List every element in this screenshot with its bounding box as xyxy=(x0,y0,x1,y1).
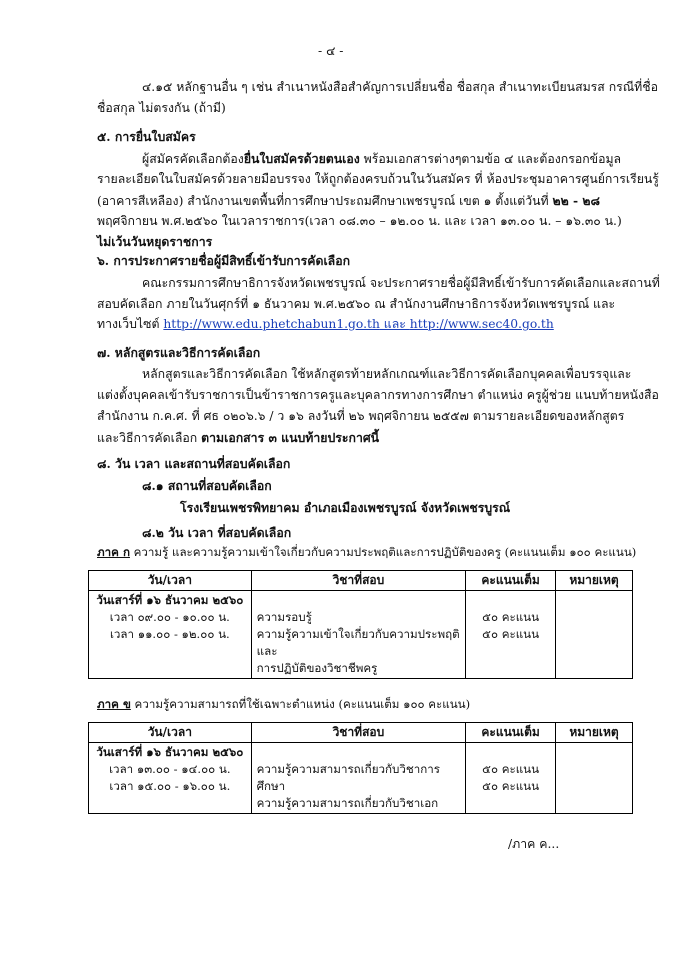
section6-line3 xyxy=(97,316,554,333)
table-header-row xyxy=(89,723,633,743)
subject: ความรู้ความสามารถเกี่ยวกับวิชาเอก xyxy=(256,796,439,810)
exam-venue: โรงเรียนเพชรพิทยาคม อำเภอเมืองเพชรบูรณ์ จังหวัดเพชรบูรณ์ xyxy=(180,500,511,515)
part-b-caption xyxy=(97,696,470,713)
section6-line3-prefix: ทางเว็บไซต์ xyxy=(97,317,164,331)
subject-cell xyxy=(251,591,466,679)
subject-cell xyxy=(251,743,466,814)
section5-line5: ไม่เว้นวันหยุดราชการ xyxy=(97,234,213,249)
col-header-remark: หมายเหตุ xyxy=(556,723,633,743)
exam-date: วันเสาร์ที่ ๑๖ ธันวาคม ๒๕๖๐ xyxy=(96,745,244,759)
section5-line1-c: พร้อมเอกสารต่างๆตามข้อ ๔ และต้องกรอกข้อมูล xyxy=(359,152,622,166)
exam-time: เวลา ๑๕.๐๐ - ๑๖.๐๐ น. xyxy=(109,779,231,793)
section6-line2: สอบคัดเลือก ภายในวันศุกร์ที่ ๑ ธันวาคม พ.ศ.๒๕๖๐ ณ สำนักงานศึกษาธิการจังหวัดเพชรบูรณ์ และ xyxy=(97,297,616,311)
score: ๕๐ คะแนน xyxy=(482,779,540,793)
datetime-cell xyxy=(89,743,252,814)
subject: การปฏิบัติของวิชาชีพครู xyxy=(256,661,378,675)
continuation-note: /ภาค ค... xyxy=(508,837,560,851)
score: ๕๐ คะแนน xyxy=(482,762,540,776)
section6-heading: ๖. การประกาศรายชื่อผู้มีสิทธิ์เข้ารับการคัดเลือก xyxy=(97,253,351,268)
part-a-desc: ความรู้ และความรู้ความเข้าใจเกี่ยวกับความประพฤติและการปฏิบัติของครู (คะแนนเต็ม ๑๐๐ คะแนน) xyxy=(129,545,637,559)
section6-line1: คณะกรรมการศึกษาธิการจังหวัดเพชรบูรณ์ จะประกาศรายชื่อผู้มีสิทธิ์เข้ารับการคัดเลือกและสถานที่ xyxy=(142,276,660,290)
part-b-label: ภาค ข xyxy=(97,697,131,711)
website-link-1[interactable]: http://www.edu.phetchabun1.go.th xyxy=(163,317,380,331)
item-4-15-line1: ๔.๑๕ หลักฐานอื่น ๆ เช่น สำเนาหนังสือสำคัญการเปลี่ยนชื่อ ชื่อสกุล สำเนาทะเบียนสมรส กรณีที่ชื่อ xyxy=(142,80,659,94)
section7-line2: แต่งตั้งบุคคลเข้ารับราชการเป็นข้าราชการครูและบุคลากรทางการศึกษา ตำแหน่ง ครูผู้ช่วย แนบท้ายหนังสือ xyxy=(97,388,659,402)
score: ๕๐ คะแนน xyxy=(482,610,540,624)
item-4-15-line2: ชื่อสกุล ไม่ตรงกัน (ถ้ามี) xyxy=(97,101,226,115)
part-b-schedule-table xyxy=(88,722,633,814)
exam-time: เวลา ๑๓.๐๐ - ๑๔.๐๐ น. xyxy=(109,762,231,776)
part-b-desc: ความรู้ความสามารถที่ใช้เฉพาะตำแหน่ง (คะแนนเต็ม ๑๐๐ คะแนน) xyxy=(130,697,471,711)
section5-line3-b: ๒๒ - ๒๘ xyxy=(552,193,601,208)
subject: ความรู้ความสามารถเกี่ยวกับวิชาการศึกษา xyxy=(256,762,441,793)
col-header-score: คะแนนเต็ม xyxy=(466,723,556,743)
score-cell xyxy=(466,591,556,679)
exam-time: เวลา ๐๙.๐๐ - ๑๐.๐๐ น. xyxy=(109,610,230,624)
section5-line1-a: ผู้สมัครคัดเลือกต้อง xyxy=(142,152,244,166)
exam-date: วันเสาร์ที่ ๑๖ ธันวาคม ๒๕๖๐ xyxy=(96,593,244,607)
table-header-row xyxy=(89,571,633,591)
col-header-score: คะแนนเต็ม xyxy=(466,571,556,591)
section5-line1-b: ยื่นใบสมัครด้วยตนเอง xyxy=(243,151,360,166)
section7-line4-a: และวิธีการคัดเลือก xyxy=(97,431,202,445)
subject: ความรู้ความเข้าใจเกี่ยวกับความประพฤติและ xyxy=(256,627,460,658)
table-row xyxy=(89,743,633,814)
part-a-caption xyxy=(97,544,636,561)
part-a-label: ภาค ก xyxy=(97,545,130,559)
exam-time: เวลา ๑๑.๐๐ - ๑๒.๐๐ น. xyxy=(109,627,230,641)
website-link-2[interactable]: http://www.sec40.go.th xyxy=(409,317,554,331)
col-header-subject: วิชาที่สอบ xyxy=(251,723,466,743)
datetime-cell xyxy=(89,591,252,679)
section7-line4 xyxy=(97,429,379,447)
section5-line1 xyxy=(142,150,621,168)
section5-line2: รายละเอียดในใบสมัครด้วยลายมือบรรจง ให้ถูกต้องครบถ้วนในวันสมัคร ที่ ห้องประชุมอาคารศูนย์การเรียนรู้ xyxy=(97,172,659,186)
section5-line4: พฤศจิกายน พ.ศ.๒๕๖๐ ในเวลาราชการ(เวลา ๐๘.๓๐ – ๑๒.๐๐ น. และ เวลา ๑๓.๐๐ น. – ๑๖.๓๐ น.) xyxy=(97,214,622,228)
section8-sub1: ๘.๑ สถานที่สอบคัดเลือก xyxy=(142,478,272,493)
page-number: - ๔ - xyxy=(318,44,344,58)
section5-line3 xyxy=(97,192,600,210)
col-header-remark: หมายเหตุ xyxy=(556,571,633,591)
table-row xyxy=(89,591,633,679)
col-header-datetime: วัน/เวลา xyxy=(89,571,252,591)
section8-heading: ๘. วัน เวลา และสถานที่สอบคัดเลือก xyxy=(97,456,291,471)
col-header-subject: วิชาที่สอบ xyxy=(251,571,466,591)
score-cell xyxy=(466,743,556,814)
section7-line4-b: ตามเอกสาร ๓ แนบท้ายประกาศนี้ xyxy=(201,430,380,445)
col-header-datetime: วัน/เวลา xyxy=(89,723,252,743)
section5-heading: ๕. การยื่นใบสมัคร xyxy=(97,129,196,144)
link-and: และ xyxy=(379,317,410,331)
section5-line3-a: (อาคารสีเหลือง) สำนักงานเขตพื้นที่การศึกษาประถมศึกษาเพชรบูรณ์ เขต ๑ ตั้งแต่วันที่ xyxy=(97,194,553,208)
remark-cell xyxy=(556,591,633,679)
section7-heading: ๗. หลักสูตรและวิธีการคัดเลือก xyxy=(97,345,261,360)
subject: ความรอบรู้ xyxy=(256,610,312,624)
section7-line3: สำนักงาน ก.ค.ศ. ที่ ศธ ๐๒๐๖.๖ / ว ๑๖ ลงวันที่ ๒๖ พฤศจิกายน ๒๕๕๗ ตามรายละเอียดของหลักสูตร xyxy=(97,409,625,423)
section8-sub2: ๘.๒ วัน เวลา ที่สอบคัดเลือก xyxy=(142,525,292,540)
part-a-schedule-table xyxy=(88,570,633,679)
score: ๕๐ คะแนน xyxy=(482,627,540,641)
section7-line1: หลักสูตรและวิธีการคัดเลือก ใช้หลักสูตรท้ายหลักเกณฑ์และวิธีการคัดเลือกบุคคลเพื่อบรรจุและ xyxy=(142,367,632,381)
remark-cell xyxy=(556,743,633,814)
